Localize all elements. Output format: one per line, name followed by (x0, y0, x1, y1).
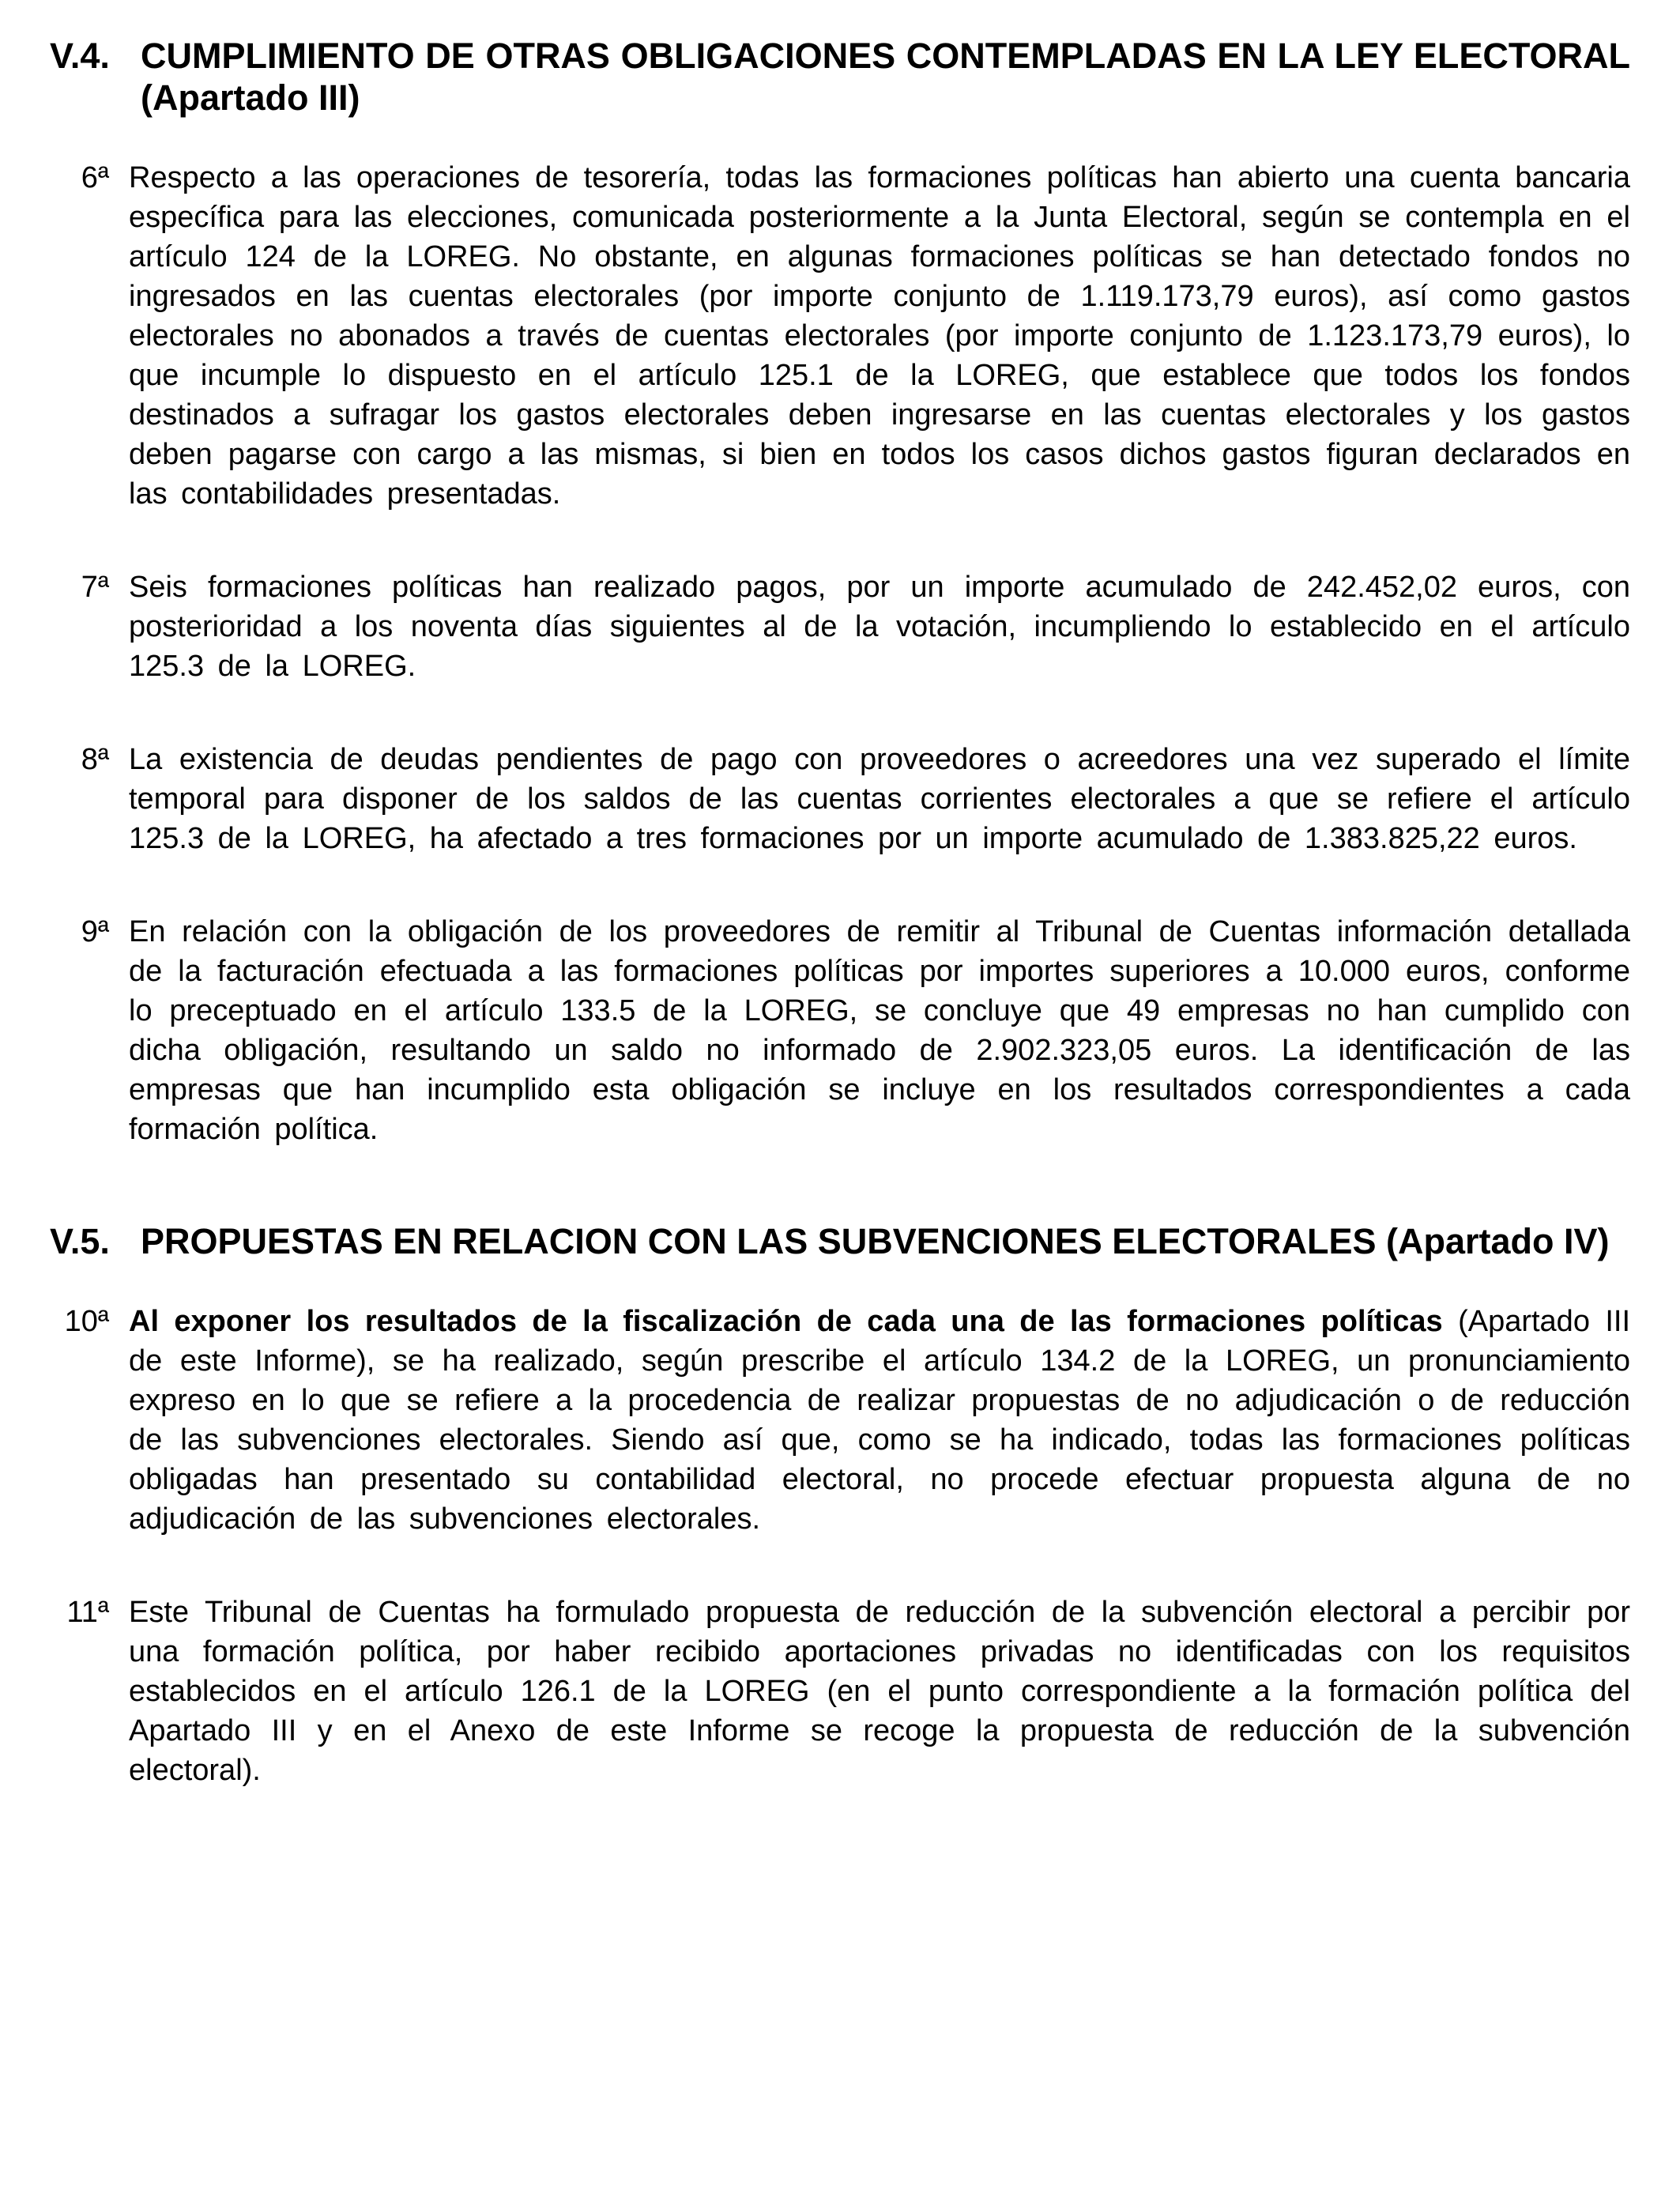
conclusion-item-10 (50, 1302, 1630, 1539)
conclusion-item-6 (50, 158, 1630, 514)
conclusion-text-10 (129, 1302, 1630, 1539)
conclusion-text-6 (129, 158, 1630, 514)
conclusion-body-11: Este Tribunal de Cuentas ha formulado propuesta de reducción de la subvención electoral a percibir por una formación política, por haber recibido aportaciones privadas no identificadas con los requisitos establecidos en el artículo 126.1 de la LOREG (en el punto correspondiente a la formación política del Apartado III y en el Anexo de este Informe se recoge la propuesta de reducción de la subvención electoral). (129, 1596, 1630, 1787)
conclusion-body-7: Seis formaciones políticas han realizado pagos, por un importe acumulado de 242.452,02 euros, con posterioridad a los noventa días siguientes al de la votación, incumpliendo lo establecido en el artículo 125.3 de la LOREG. (129, 571, 1630, 683)
conclusion-body-9: En relación con la obligación de los proveedores de remitir al Tribunal de Cuentas información detallada de la facturación efectuada a las formaciones políticas por importes superiores a 10.000 euros, conforme lo preceptuado en el artículo 133.5 de la LOREG, se concluye que 49 empresas no han cumplido con dicha obligación, resultando un saldo no informado de 2.902.323,05 euros. La identificación de las empresas que han incumplido esta obligación se incluye en los resultados correspondientes a cada formación política. (129, 915, 1630, 1146)
section-title-v4: CUMPLIMIENTO DE OTRAS OBLIGACIONES CONTEMPLADAS EN LA LEY ELECTORAL (Apartado III) (141, 36, 1630, 118)
section-number-v4: V.4. (50, 36, 110, 76)
conclusion-marker-10: 10ª (64, 1305, 109, 1338)
conclusion-text-9 (129, 912, 1630, 1149)
conclusion-item-11 (50, 1593, 1630, 1790)
conclusion-text-7 (129, 567, 1630, 686)
conclusion-body-8: La existencia de deudas pendientes de pago con proveedores o acreedores una vez superado el límite temporal para disponer de los saldos de las cuentas corrientes electorales a que se refiere el artículo 125.3 de la LOREG, ha afectado a tres formaciones por un importe acumulado de 1.383.825,22 euros. (129, 743, 1630, 855)
conclusion-item-8 (50, 740, 1630, 858)
section-title-v5: PROPUESTAS EN RELACION CON LAS SUBVENCIONES ELECTORALES (Apartado IV) (141, 1221, 1610, 1261)
section-heading-v4 (50, 35, 1630, 119)
conclusion-body-10: (Apartado III de este Informe), se ha realizado, según prescribe el artículo 134.2 de la LOREG, un pronunciamiento expreso en lo que se refiere a la procedencia de realizar propuestas de no adjudicación o de reducción de las subvenciones electorales. Siendo así que, como se ha indicado, todas las formaciones políticas obligadas han presentado su contabilidad electoral, no procede efectuar propuesta alguna de no adjudicación de las subvenciones electorales. (129, 1305, 1631, 1536)
conclusion-marker-11: 11ª (66, 1596, 109, 1629)
conclusion-item-7 (50, 567, 1630, 686)
conclusion-text-11 (129, 1593, 1630, 1790)
conclusion-item-9 (50, 912, 1630, 1149)
conclusion-marker-9: 9ª (81, 915, 109, 948)
conclusion-text-8 (129, 740, 1630, 858)
conclusion-marker-7: 7ª (81, 571, 109, 604)
conclusion-marker-6: 6ª (81, 161, 109, 194)
conclusion-lead-bold-10: Al exponer los resultados de la fiscalización de cada una de las formaciones políticas (129, 1305, 1443, 1338)
conclusion-body-6: Respecto a las operaciones de tesorería, todas las formaciones políticas han abierto una cuenta bancaria específica para las elecciones, comunicada posteriormente a la Junta Electoral, según se contempla en el artículo 124 de la LOREG. No obstante, en algunas formaciones políticas se han detectado fondos no ingresados en las cuentas electorales (por importe conjunto de 1.119.173,79 euros), así como gastos electorales no abonados a través de cuentas electorales (por importe conjunto de 1.123.173,79 euros), lo que incumple lo dispuesto en el artículo 125.1 de la LOREG, que establece que todos los fondos destinados a sufragar los gastos electorales deben ingresarse en las cuentas electorales y los gastos deben pagarse con cargo a las mismas, si bien en todos los casos dichos gastos figuran declarados en las contabilidades presentadas. (129, 161, 1630, 511)
conclusion-marker-8: 8ª (81, 743, 109, 776)
section-heading-v5 (50, 1220, 1630, 1262)
section-number-v5: V.5. (50, 1221, 110, 1261)
